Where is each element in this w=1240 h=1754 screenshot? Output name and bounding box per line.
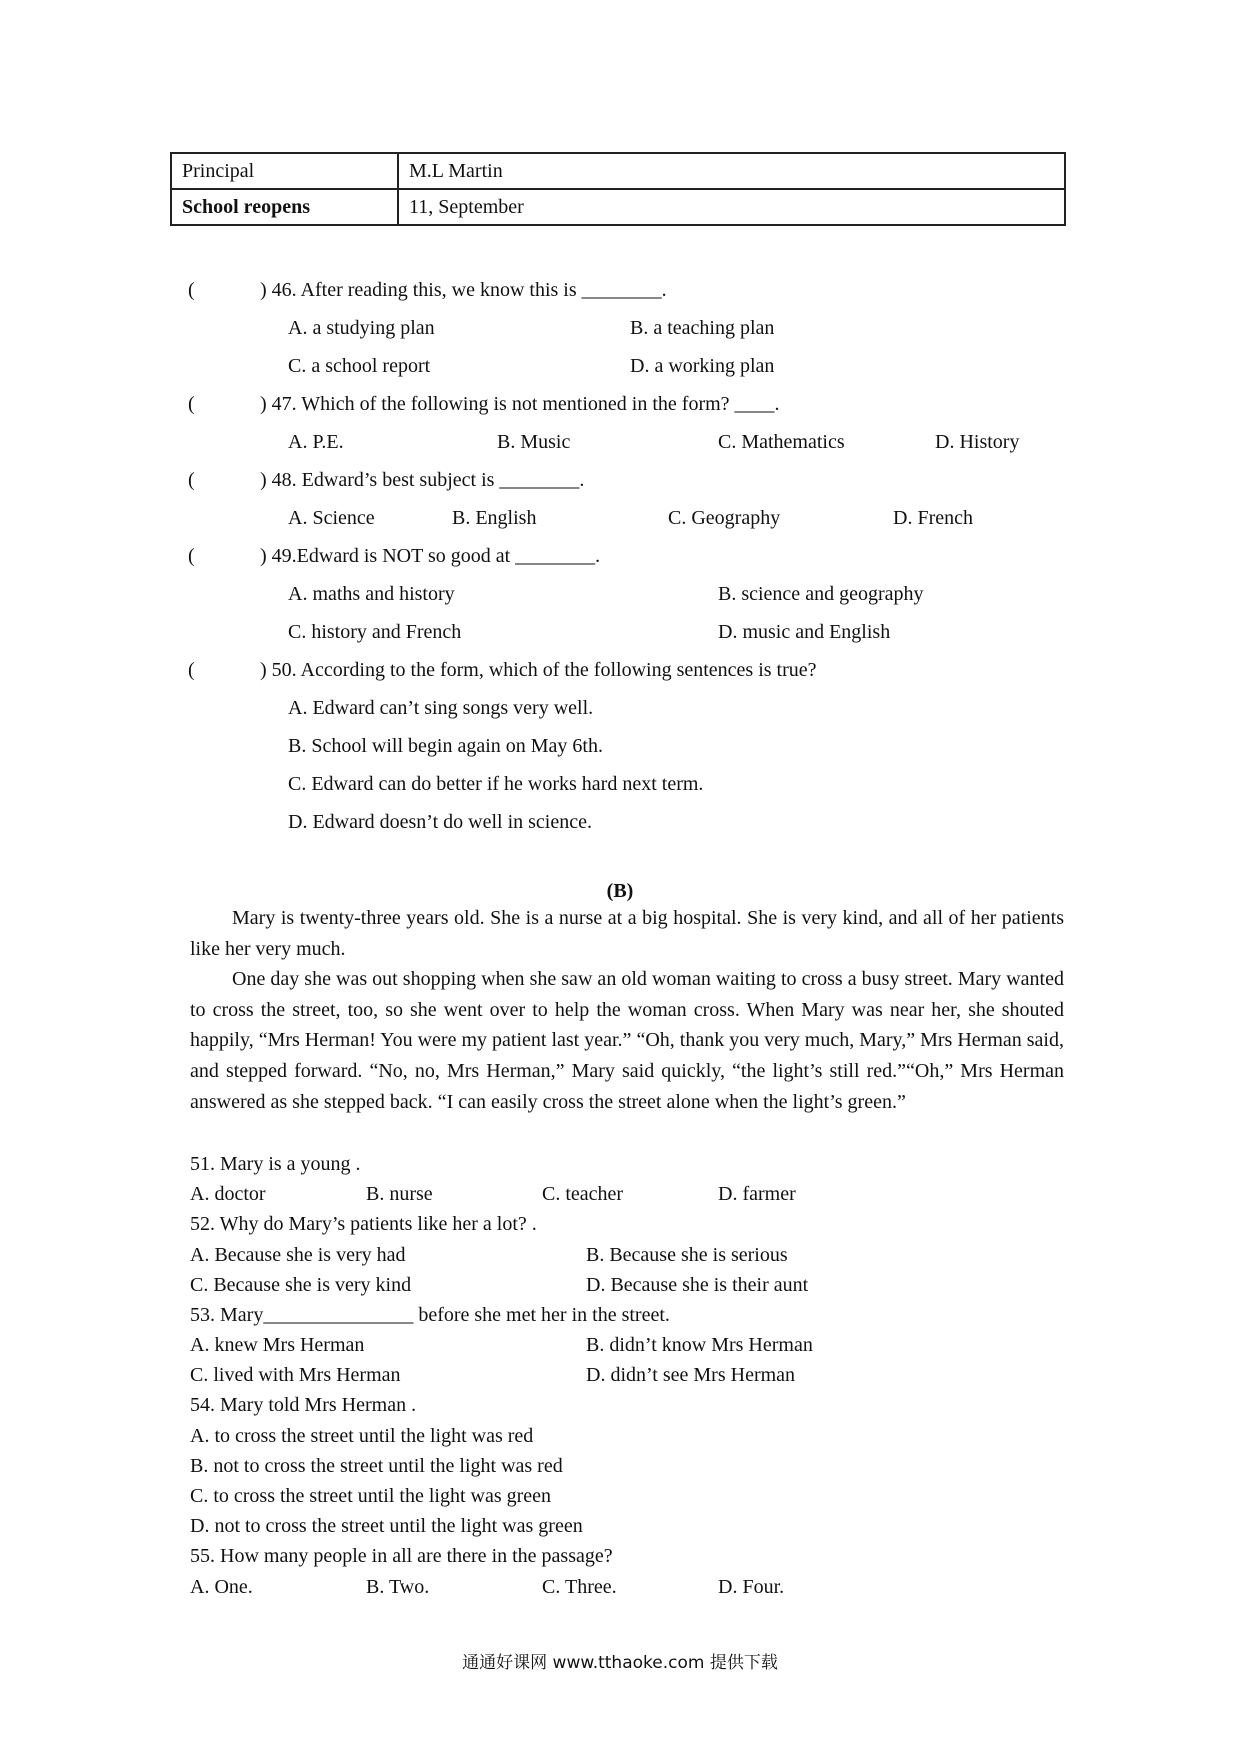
table-label-cell: Principal bbox=[171, 153, 398, 189]
question-53-option-b: B. didn’t know Mrs Herman bbox=[586, 1334, 813, 1356]
question-53-stem: 53. Mary_______________ before she met her in the street. bbox=[190, 1304, 670, 1326]
question-51-option-d: D. farmer bbox=[718, 1183, 796, 1205]
question-49-option-a: A. maths and history bbox=[288, 583, 455, 605]
question-50-option-d: D. Edward doesn’t do well in science. bbox=[288, 811, 592, 833]
question-48-stem: ) 48. Edward’s best subject is ________. bbox=[260, 469, 585, 491]
question-55-option-a: A. One. bbox=[190, 1576, 253, 1598]
question-52-option-a: A. Because she is very had bbox=[190, 1244, 406, 1266]
answer-paren: ( bbox=[188, 545, 195, 567]
question-47-option-a: A. P.E. bbox=[288, 431, 344, 453]
question-46-option-b: B. a teaching plan bbox=[630, 317, 775, 339]
question-48-option-d: D. French bbox=[893, 507, 973, 529]
question-49-option-c: C. history and French bbox=[288, 621, 462, 643]
question-46-option-d: D. a working plan bbox=[630, 355, 775, 377]
question-50-option-b: B. School will begin again on May 6th. bbox=[288, 735, 603, 757]
question-54-option-d: D. not to cross the street until the light was green bbox=[190, 1515, 583, 1537]
question-51-option-c: C. teacher bbox=[542, 1183, 624, 1205]
question-49-stem: ) 49.Edward is NOT so good at ________. bbox=[260, 545, 601, 567]
answer-paren: ( bbox=[188, 279, 195, 301]
school-report-table bbox=[170, 152, 1066, 226]
table-row bbox=[171, 153, 1065, 189]
question-51-option-b: B. nurse bbox=[366, 1183, 433, 1205]
question-54-option-a: A. to cross the street until the light was red bbox=[190, 1425, 534, 1447]
question-46-option-a: A. a studying plan bbox=[288, 317, 435, 339]
answer-paren: ( bbox=[188, 469, 195, 491]
table-value-cell: M.L Martin bbox=[398, 153, 1065, 189]
passage-paragraph: One day she was out shopping when she saw an old woman waiting to cross a busy street. Mary wanted to cross the street, too, so she went over to help the woman cross. When Mary was near her, she shouted happily, “Mrs Herman! You were my patient last year.” “Oh, thank you very much, Mary,” Mrs Herman said, and stepped forward. “No, no, Mrs Herman,” Mary said quickly, “the light’s still red.”“Oh,” Mrs Herman answered as she stepped back. “I can easily cross the street alone when the light’s green.” bbox=[190, 968, 1064, 1113]
table-row bbox=[171, 189, 1065, 225]
passage-paragraph: Mary is twenty-three years old. She is a nurse at a big hospital. She is very kind, and all of her patients like her very much. bbox=[190, 907, 1064, 960]
question-55-option-d: D. Four. bbox=[718, 1576, 785, 1598]
question-54-option-b: B. not to cross the street until the light was red bbox=[190, 1455, 563, 1477]
question-47-option-c: C. Mathematics bbox=[718, 431, 845, 453]
question-54-option-c: C. to cross the street until the light was green bbox=[190, 1485, 552, 1507]
answer-paren: ( bbox=[188, 659, 195, 681]
question-55-stem: 55. How many people in all are there in the passage? bbox=[190, 1545, 613, 1567]
question-52-option-c: C. Because she is very kind bbox=[190, 1274, 412, 1296]
question-51-option-a: A. doctor bbox=[190, 1183, 266, 1205]
question-47-option-d: D. History bbox=[935, 431, 1020, 453]
question-54-stem: 54. Mary told Mrs Herman . bbox=[190, 1394, 417, 1416]
question-53-option-c: C. lived with Mrs Herman bbox=[190, 1364, 401, 1386]
table-value-cell: 11, September bbox=[398, 189, 1065, 225]
question-55-option-b: B. Two. bbox=[366, 1576, 430, 1598]
question-48-option-a: A. Science bbox=[288, 507, 375, 529]
question-50-option-c: C. Edward can do better if he works hard next term. bbox=[288, 773, 704, 795]
question-50-option-a: A. Edward can’t sing songs very well. bbox=[288, 697, 594, 719]
reading-passage bbox=[190, 903, 1064, 1117]
footer-watermark: 通通好课网 www.tthaoke.com 提供下载 bbox=[462, 1653, 778, 1673]
section-b-title: (B) bbox=[606, 880, 634, 902]
question-46-stem: ) 46. After reading this, we know this is ________. bbox=[260, 279, 667, 301]
question-52-option-d: D. Because she is their aunt bbox=[586, 1274, 809, 1296]
question-47-stem: ) 47. Which of the following is not mentioned in the form? ____. bbox=[260, 393, 780, 415]
question-49-option-d: D. music and English bbox=[718, 621, 891, 643]
table-label-cell: School reopens bbox=[171, 189, 398, 225]
question-53-option-a: A. knew Mrs Herman bbox=[190, 1334, 365, 1356]
question-52-option-b: B. Because she is serious bbox=[586, 1244, 788, 1266]
question-49-option-b: B. science and geography bbox=[718, 583, 924, 605]
question-46-option-c: C. a school report bbox=[288, 355, 431, 377]
question-53-option-d: D. didn’t see Mrs Herman bbox=[586, 1364, 796, 1386]
question-51-stem: 51. Mary is a young . bbox=[190, 1153, 361, 1175]
question-55-option-c: C. Three. bbox=[542, 1576, 617, 1598]
answer-paren: ( bbox=[188, 393, 195, 415]
question-48-option-c: C. Geography bbox=[668, 507, 781, 529]
question-50-stem: ) 50. According to the form, which of the following sentences is true? bbox=[260, 659, 817, 681]
question-47-option-b: B. Music bbox=[497, 431, 571, 453]
question-48-option-b: B. English bbox=[452, 507, 537, 529]
question-52-stem: 52. Why do Mary’s patients like her a lot? . bbox=[190, 1213, 537, 1235]
